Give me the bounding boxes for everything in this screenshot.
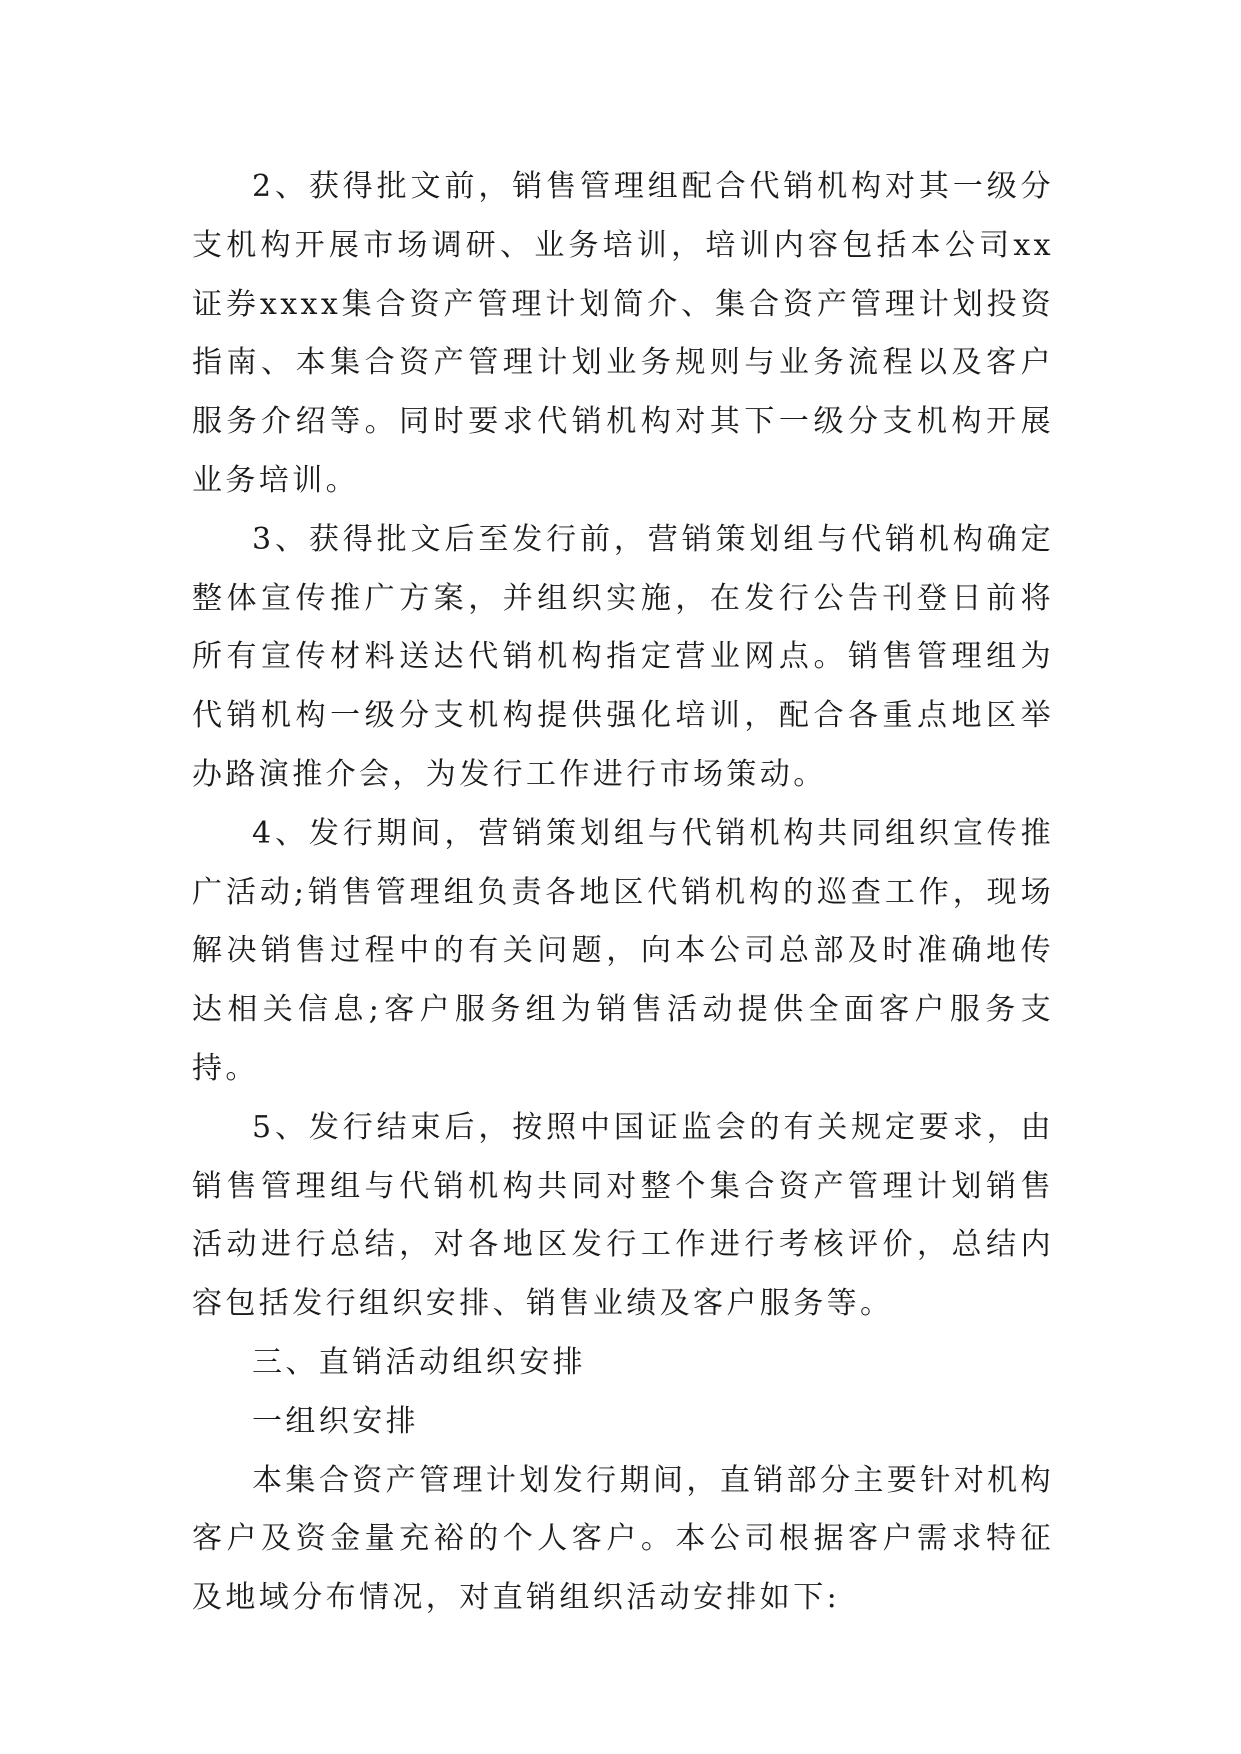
paragraph-pre-approval: 2、获得批文前，销售管理组配合代销机构对其一级分支机构开展市场调研、业务培训，培训内容包括本公司xx证券xxxx集合资产管理计划简介、集合资产管理计划投资指南、本集合资产管理计划业务规则与业务流程以及客户服务介绍等。同时要求代销机构对其下一级分支机构开展业务培训。 xyxy=(192,169,1054,498)
document-body xyxy=(192,158,1054,1628)
section-heading-direct-sales: 三、直销活动组织安排 xyxy=(252,1344,586,1380)
paragraph-post-approval: 3、获得批文后至发行前，营销策划组与代销机构确定整体宣传推广方案，并组织实施，在发行公告刊登日前将所有宣传材料送达代销机构指定营业网点。销售管理组为代销机构一级分支机构提供强化培训，配合各重点地区举办路演推介会，为发行工作进行市场策动。 xyxy=(192,521,1054,792)
paragraph-direct-sales-plan: 本集合资产管理计划发行期间，直销部分主要针对机构客户及资金量充裕的个人客户。本公司根据客户需求特征及地域分布情况，对直销组织活动安排如下: xyxy=(192,1462,1054,1616)
paragraph-issuance-period: 4、发行期间，营销策划组与代销机构共同组织宣传推广活动;销售管理组负责各地区代销机构的巡查工作，现场解决销售过程中的有关问题，向本公司总部及时准确地传达相关信息;客户服务组为销售活动提供全面客户服务支持。 xyxy=(192,815,1054,1086)
subheading-organization: 一组织安排 xyxy=(252,1403,419,1439)
paragraph-post-issuance: 5、发行结束后，按照中国证监会的有关规定要求，由销售管理组与代销机构共同对整个集合资产管理计划销售活动进行总结，对各地区发行工作进行考核评价，总结内容包括发行组织安排、销售业绩及客户服务等。 xyxy=(192,1109,1054,1322)
